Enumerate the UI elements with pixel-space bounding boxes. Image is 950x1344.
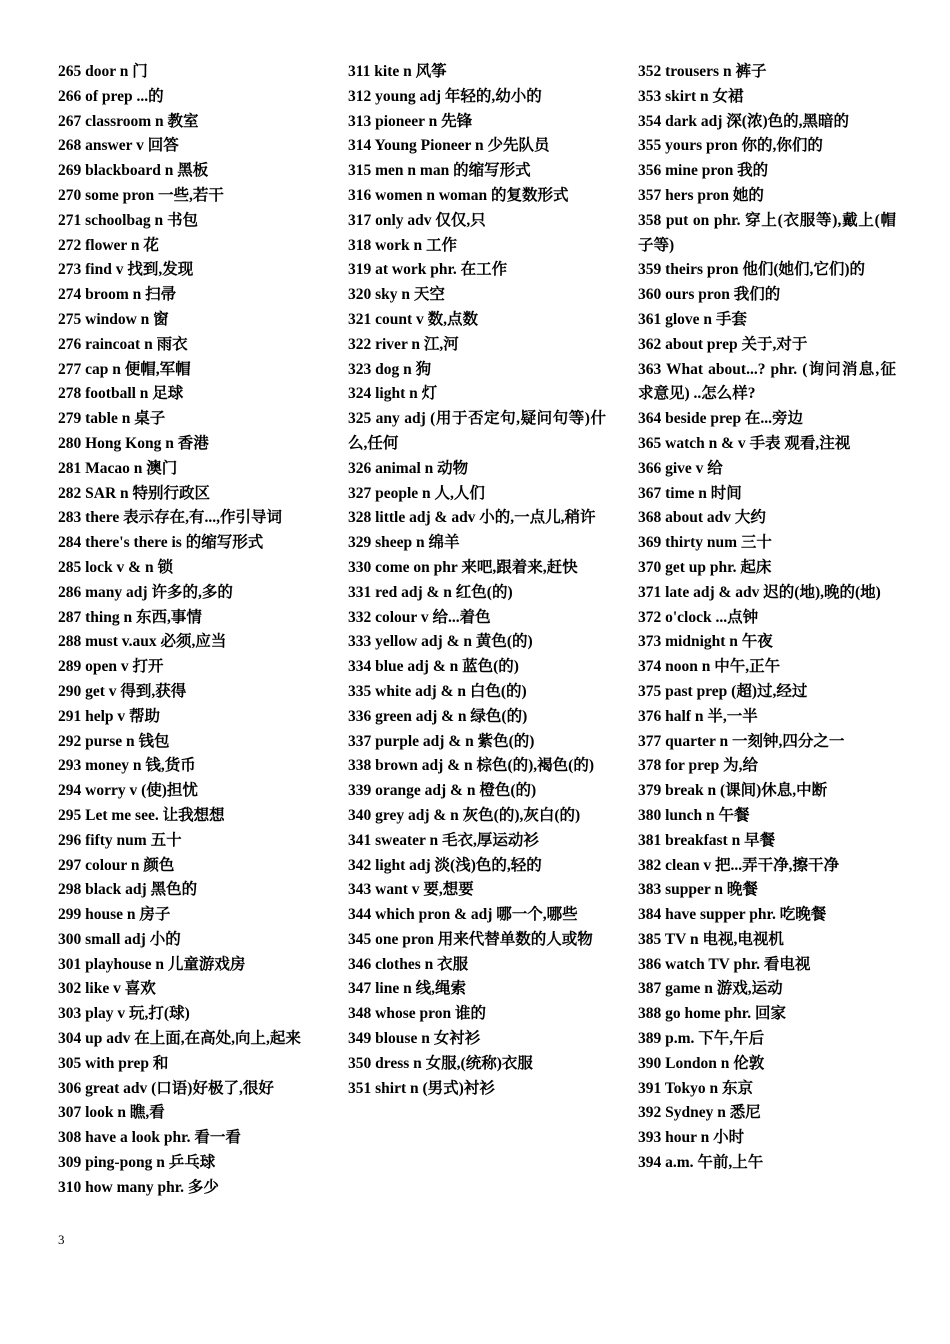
vocab-entry: 364 beside prep 在...旁边: [638, 410, 804, 428]
vocab-entry: 348 whose pron 谁的: [348, 1005, 486, 1023]
vocab-entry: 337 purple adj & n 紫色(的): [348, 732, 535, 750]
vocab-entry: 332 colour v 给...着色: [348, 608, 491, 626]
vocab-entry: 385 TV n 电视,电视机: [638, 930, 784, 948]
vocab-entry: 347 line n 线,绳索: [348, 980, 466, 998]
vocab-entry: 302 like v 喜欢: [58, 980, 156, 998]
vocab-entry: 372 o'clock ...点钟: [638, 608, 759, 626]
vocab-entry: 284 there's there is 的缩写形式: [58, 534, 264, 552]
vocab-entry: 329 sheep n 绵羊: [348, 534, 460, 552]
vocab-entry: 380 lunch n 午餐: [638, 806, 750, 824]
vocab-entry: 301 playhouse n 儿童游戏房: [58, 955, 246, 973]
vocab-entry: 334 blue adj & n 蓝色(的): [348, 658, 519, 676]
vocab-entry: 386 watch TV phr. 看电视: [638, 955, 811, 973]
vocab-entry: 366 give v 给: [638, 459, 723, 477]
vocab-entry: 359 theirs pron 他们(她们,它们)的: [638, 261, 866, 279]
vocab-entry: 320 sky n 天空: [348, 286, 445, 304]
vocab-entry: 285 lock v & n 锁: [58, 558, 173, 576]
vocab-entry: 333 yellow adj & n 黄色(的): [348, 633, 533, 651]
vocab-entry: 297 colour n 颜色: [58, 856, 175, 874]
vocab-entry: 308 have a look phr. 看一看: [58, 1129, 241, 1147]
vocab-entry: 378 for prep 为,给: [638, 757, 758, 775]
vocab-entry: 361 glove n 手套: [638, 310, 747, 328]
vocab-entry: 326 animal n 动物: [348, 459, 469, 477]
vocab-entry: 389 p.m. 下午,午后: [638, 1030, 765, 1048]
vocab-entry: 376 half n 半,一半: [638, 707, 758, 725]
vocab-entry: 310 how many phr. 多少: [58, 1178, 219, 1196]
vocab-entry: 267 classroom n 教室: [58, 112, 199, 130]
vocab-entry: 295 Let me see. 让我想想: [58, 806, 225, 824]
vocab-entry: 319 at work phr. 在工作: [348, 261, 508, 279]
vocab-entry: 296 fifty num 五十: [58, 831, 182, 849]
vocab-entry: 273 find v 找到,发现: [58, 261, 194, 279]
vocab-entry: 391 Tokyo n 东京: [638, 1079, 754, 1097]
vocab-entry: 371 late adj & adv 迟的(地),晚的(地): [638, 583, 881, 601]
vocab-entry: 393 hour n 小时: [638, 1129, 745, 1147]
vocab-entry: 331 red adj & n 红色(的): [348, 583, 513, 601]
vocab-entry: 322 river n 江,河: [348, 335, 459, 353]
vocab-entry: 278 football n 足球: [58, 385, 184, 403]
vocab-entry: 339 orange adj & n 橙色(的): [348, 782, 537, 800]
vocab-entry: 345 one pron 用来代替单数的人或物: [348, 930, 593, 948]
vocab-entry: 298 black adj 黑色的: [58, 881, 198, 899]
vocab-entry: 312 young adj 年轻的,幼小的: [348, 87, 542, 105]
vocab-entry: 370 get up phr. 起床: [638, 558, 772, 576]
vocab-entry: 306 great adv (口语)好极了,很好: [58, 1079, 274, 1097]
vocab-entry: 280 Hong Kong n 香港: [58, 434, 209, 452]
vocab-entry: 286 many adj 许多的,多的: [58, 583, 233, 601]
vocab-entry: 390 London n 伦敦: [638, 1054, 765, 1072]
vocab-column-3: [638, 60, 896, 1176]
vocab-entry: 309 ping-pong n 乒乓球: [58, 1154, 216, 1172]
vocab-entry: 315 men n man 的缩写形式: [348, 162, 531, 180]
vocab-entry: 288 must v.aux 必须,应当: [58, 633, 227, 651]
vocab-entry: 387 game n 游戏,运动: [638, 980, 783, 998]
vocab-entry: 369 thirty num 三十: [638, 534, 772, 552]
vocab-entry: 282 SAR n 特别行政区: [58, 484, 211, 502]
vocab-entry: 303 play v 玩,打(球): [58, 1005, 190, 1023]
vocab-entry: 270 some pron 一些,若干: [58, 186, 224, 204]
vocab-entry: 318 work n 工作: [348, 236, 457, 254]
vocab-entry: 340 grey adj & n 灰色(的),灰白(的): [348, 806, 581, 824]
vocab-entry: 274 broom n 扫帚: [58, 286, 177, 304]
page-number: 3: [58, 1232, 65, 1247]
vocab-entry: 355 yours pron 你的,你们的: [638, 137, 823, 155]
vocab-entry: 349 blouse n 女衬衫: [348, 1030, 481, 1048]
vocab-entry: 358 put on phr. 穿上(衣服等),戴上(帽子等): [638, 211, 896, 254]
vocab-entry: 328 little adj & adv 小的,一点儿,稍许: [348, 509, 596, 527]
vocab-entry: 367 time n 时间: [638, 484, 742, 502]
vocab-entry: 375 past prep (超)过,经过: [638, 682, 808, 700]
vocab-entry: 325 any adj (用于否定句,疑问句等)什么,任何: [348, 410, 606, 452]
vocab-entry: 382 clean v 把...弄干净,擦干净: [638, 856, 840, 874]
vocab-entry: 330 come on phr 来吧,跟着来,赶快: [348, 558, 578, 576]
vocab-column-2: [348, 60, 606, 1101]
vocab-entry: 293 money n 钱,货币: [58, 757, 196, 775]
vocab-entry: 352 trousers n 裤子: [638, 63, 767, 80]
vocab-entry: 279 table n 桌子: [58, 410, 166, 428]
vocab-entry: 336 green adj & n 绿色(的): [348, 707, 528, 725]
vocab-entry: 384 have supper phr. 吃晚餐: [638, 906, 827, 924]
vocab-entry: 362 about prep 关于,对于: [638, 335, 808, 353]
vocab-entry: 343 want v 要,想要: [348, 881, 474, 899]
vocab-entry: 392 Sydney n 悉尼: [638, 1104, 761, 1122]
vocab-entry: 335 white adj & n 白色(的): [348, 682, 527, 700]
vocab-entry: 265 door n 门: [58, 63, 148, 80]
vocab-entry: 350 dress n 女服,(统称)衣服: [348, 1054, 533, 1072]
vocab-entry: 317 only adv 仅仅,只: [348, 211, 486, 229]
vocab-entry: 311 kite n 风筝: [348, 63, 447, 80]
vocab-entry: 266 of prep ...的: [58, 87, 164, 105]
vocab-entry: 344 which pron & adj 哪一个,哪些: [348, 906, 578, 924]
vocab-entry: 373 midnight n 午夜: [638, 633, 773, 651]
vocab-entry: 360 ours pron 我们的: [638, 286, 781, 304]
vocab-entry: 305 with prep 和: [58, 1054, 169, 1072]
vocab-entry: 351 shirt n (男式)衬衫: [348, 1079, 495, 1097]
vocab-entry: 291 help v 帮助: [58, 707, 161, 725]
vocab-entry: 379 break n (课间)休息,中断: [638, 782, 828, 800]
vocab-entry: 323 dog n 狗: [348, 360, 432, 378]
vocab-entry: 289 open v 打开: [58, 658, 164, 676]
vocab-entry: 275 window n 窗: [58, 310, 169, 328]
vocab-entry: 313 pioneer n 先锋: [348, 112, 473, 130]
vocab-entry: 377 quarter n 一刻钟,四分之一: [638, 732, 845, 750]
vocab-entry: 354 dark adj 深(浓)色的,黑暗的: [638, 112, 849, 130]
vocab-entry: 394 a.m. 午前,上午: [638, 1154, 764, 1172]
vocab-entry: 271 schoolbag n 书包: [58, 211, 198, 229]
vocab-entry: 368 about adv 大约: [638, 509, 766, 527]
vocab-entry: 316 women n woman 的复数形式: [348, 186, 569, 204]
vocab-entry: 307 look n 瞧,看: [58, 1104, 165, 1122]
vocab-entry: 388 go home phr. 回家: [638, 1005, 786, 1023]
vocab-entry: 327 people n 人,人们: [348, 484, 485, 502]
vocab-entry: 314 Young Pioneer n 少先队员: [348, 137, 550, 155]
vocab-entry: 324 light n 灯: [348, 385, 438, 403]
vocab-entry: 299 house n 房子: [58, 906, 171, 924]
vocab-entry: 268 answer v 回答: [58, 137, 179, 155]
vocab-entry: 383 supper n 晚餐: [638, 881, 758, 899]
vocab-entry: 381 breakfast n 早餐: [638, 831, 776, 849]
vocab-entry: 363 What about...? phr. (询问消息,征求意见) ..怎么样?: [638, 360, 896, 403]
vocab-entry: 374 noon n 中午,正午: [638, 658, 781, 676]
vocab-entry: 292 purse n 钱包: [58, 732, 170, 750]
vocab-entry: 304 up adv 在上面,在高处,向上,起来: [58, 1030, 301, 1048]
vocab-entry: 321 count v 数,点数: [348, 310, 479, 328]
vocab-entry: 281 Macao n 澳门: [58, 459, 178, 477]
vocab-entry: 300 small adj 小的: [58, 930, 181, 948]
vocab-entry: 287 thing n 东西,事情: [58, 608, 202, 626]
vocab-entry: 269 blackboard n 黑板: [58, 162, 209, 180]
vocab-entry: 338 brown adj & n 棕色(的),褐色(的): [348, 757, 594, 775]
vocab-entry: 356 mine pron 我的: [638, 162, 769, 180]
vocab-entry: 276 raincoat n 雨衣: [58, 335, 188, 353]
vocab-entry: 341 sweater n 毛衣,厚运动衫: [348, 831, 539, 849]
vocab-entry: 353 skirt n 女裙: [638, 87, 744, 105]
vocab-entry: 290 get v 得到,获得: [58, 682, 187, 700]
vocab-entry: 342 light adj 淡(浅)色的,轻的: [348, 856, 542, 874]
vocab-entry: 357 hers pron 她的: [638, 186, 764, 204]
vocab-entry: 272 flower n 花: [58, 236, 159, 254]
vocab-entry: 294 worry v (使)担忧: [58, 782, 198, 800]
vocab-entry: 346 clothes n 衣服: [348, 955, 469, 973]
vocab-column-1: [58, 60, 316, 1201]
vocab-entry: 365 watch n & v 手表 观看,注视: [638, 434, 851, 452]
vocab-entry: 277 cap n 便帽,军帽: [58, 360, 191, 378]
vocab-entry: 283 there 表示存在,有...,作引导词: [58, 509, 283, 527]
